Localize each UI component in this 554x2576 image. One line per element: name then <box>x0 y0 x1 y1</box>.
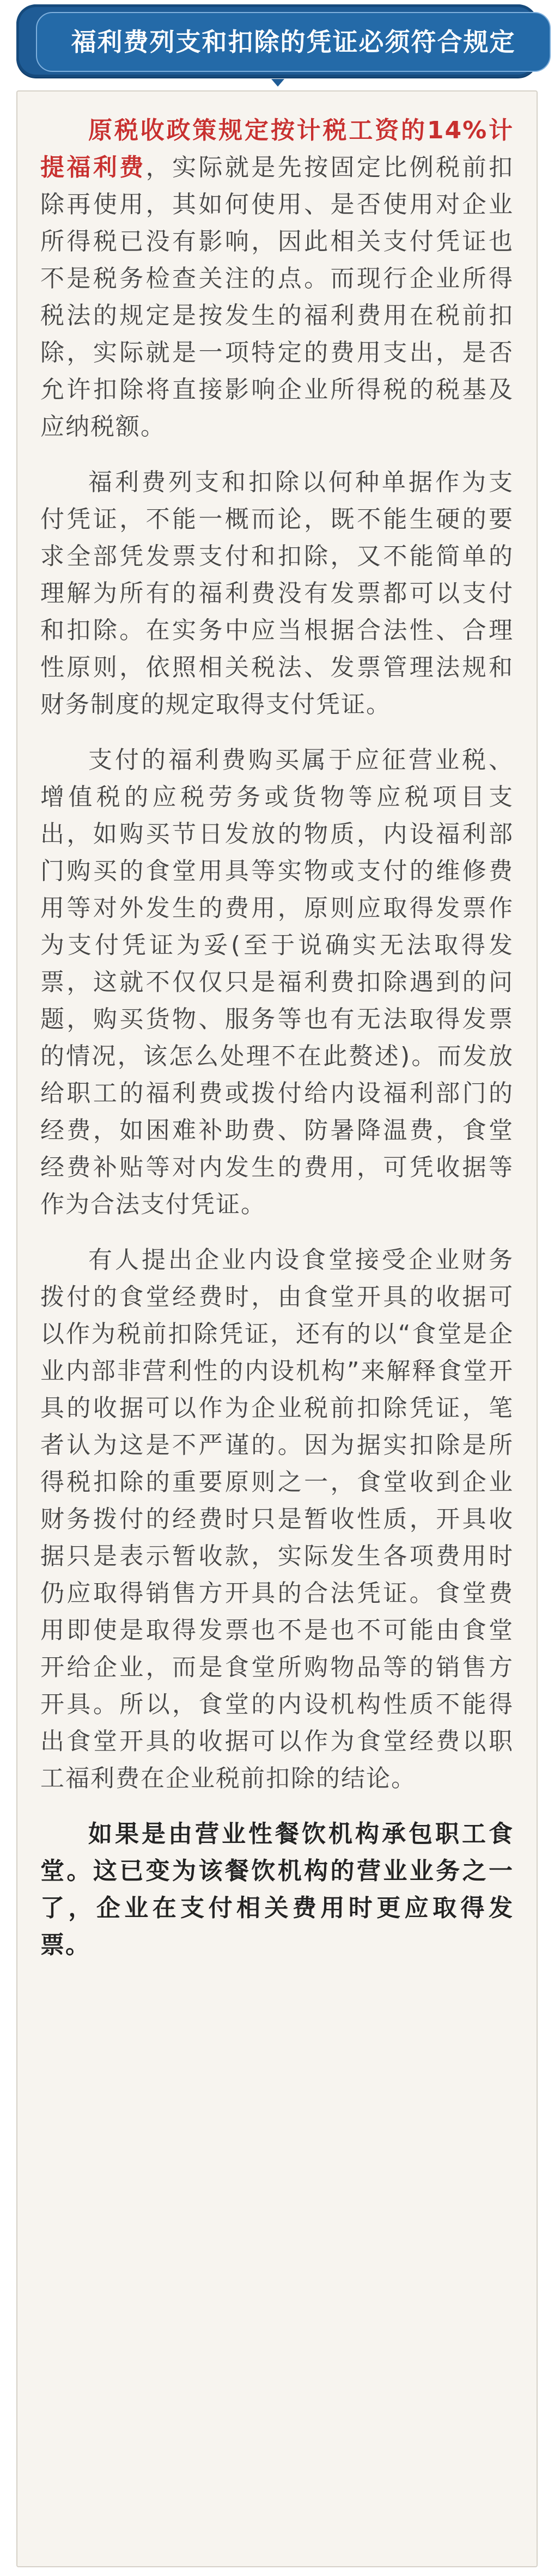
paragraph-2: 福利费列支和扣除以何种单据作为支付凭证，不能一概而论，既不能生硬的要求全部凭发票支付和扣除，又不能简单的理解为所有的福利费没有发票都可以支付和扣除。在实务中应当根据合法性、合理性原则，依照相关税法、发票管理法规和财务制度的规定取得支付凭证。 <box>40 468 514 718</box>
paragraph-4: 有人提出企业内设食堂接受企业财务拨付的食堂经费时，由食堂开具的收据可以作为税前扣除凭证，还有的以“食堂是企业内部非营利性的内设机构”来解释食堂开具的收据可以作为企业税前扣除凭证，笔者认为这是不严谨的。因为据实扣除是所得税扣除的重要原则之一，食堂收到企业财务拨付的经费时只是暂收性质，开具收据只是表示暂收款，实际发生各项费用时仍应取得销售方开具的合法凭证。食堂费用即使是取得发票也不是也不可能由食堂开给企业，而是食堂所购物品等的销售方开具。所以，食堂的内设机构性质不能得出食堂开具的收据可以作为食堂经费以职工福利费在企业税前扣除的结论。 <box>40 1246 514 1792</box>
paragraph-1-text: ，实际就是先按固定比例税前扣除再使用，其如何使用、是否使用对企业所得税已没有影响，因此相关支付凭证也不是税务检查关注的点。而现行企业所得税法的规定是按发生的福利费用在税前扣除，实际就是一项特定的费用支出，是否允许扣除将直接影响企业所得税的税基及应纳税额。 <box>40 154 514 441</box>
page-title: 福利费列支和扣除的凭证必须符合规定 <box>71 27 516 57</box>
paragraph-1-highlight: 原税收政策规定按计税工资的14%计提福利费 <box>40 117 514 181</box>
paragraph-3: 支付的福利费购买属于应征营业税、增值税的应税劳务或货物等应税项目支出，如购买节日发放的物质，内设福利部门购买的食堂用具等实物或支付的维修费用等对外发生的费用，原则应取得发票作为支付凭证为妥(至于说确实无法取得发票，这就不仅仅只是福利费扣除遇到的问题，购买货物、服务等也有无法取得发票的情况，该怎么处理不在此赘述)。而发放给职工的福利费或拨付给内设福利部门的经费，如困难补助费、防暑降温费，食堂经费补贴等对内发生的费用，可凭收据等作为合法支付凭证。 <box>40 746 514 1218</box>
paragraph-1 <box>40 112 514 445</box>
title-notch <box>271 79 284 87</box>
title-banner <box>16 4 538 77</box>
title-inner-frame <box>36 12 551 72</box>
article-body <box>16 90 538 2567</box>
paragraph-5: 如果是由营业性餐饮机构承包职工食堂。这已变为该餐饮机构的营业业务之一了，企业在支付相关费用时更应取得发票。 <box>40 1820 514 1959</box>
